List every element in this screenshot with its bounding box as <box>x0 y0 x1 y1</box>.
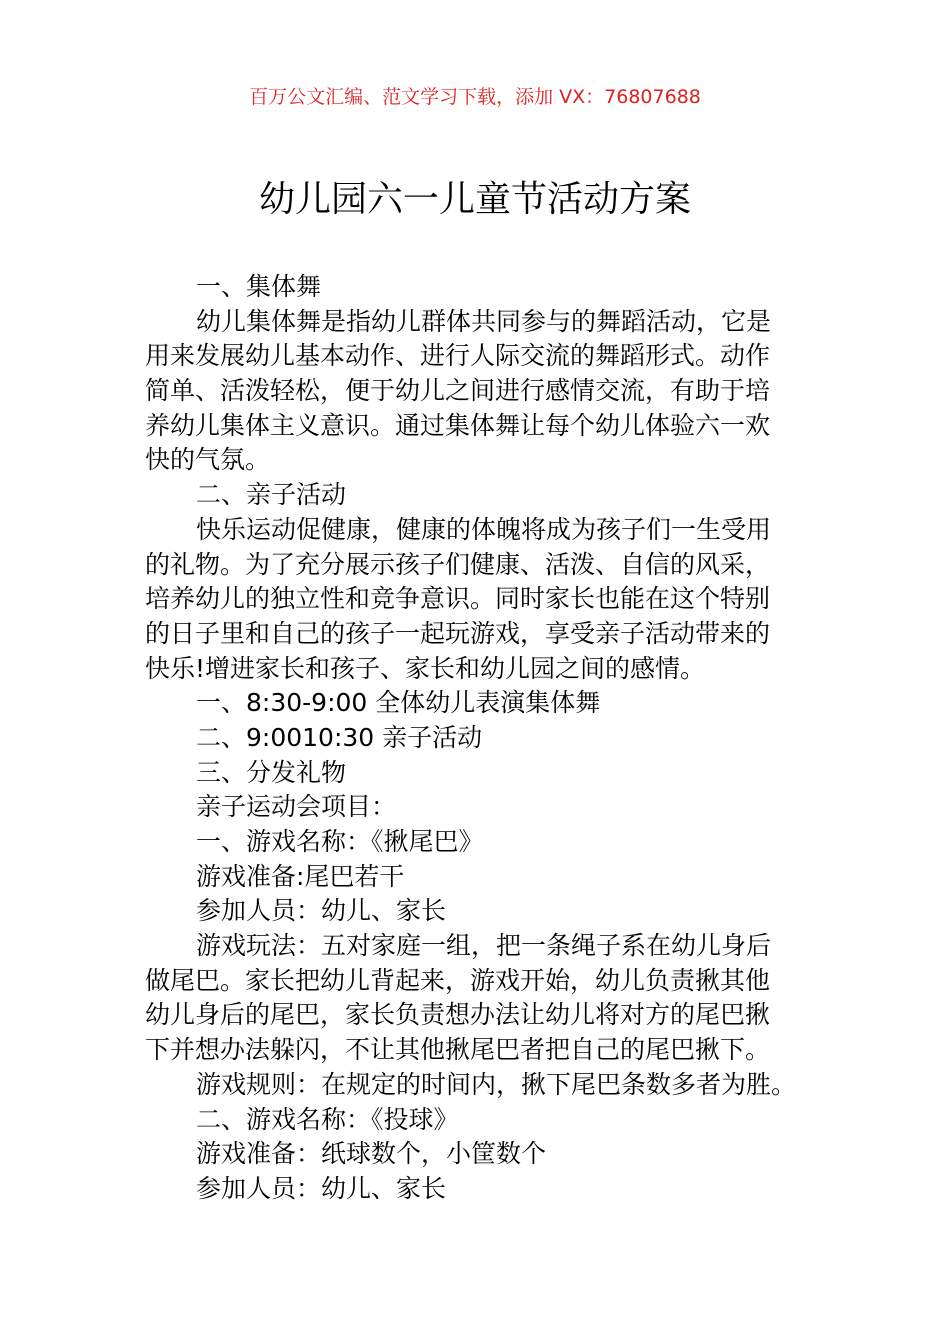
text-line: 游戏规则：在规定的时间内，揪下尾巴条数多者为胜。 <box>196 1069 797 1099</box>
text-line: 参加人员：幼儿、家长 <box>196 1173 447 1203</box>
text-line: 一、8:30-9:00 全体幼儿表演集体舞 <box>196 688 601 718</box>
text-line: 游戏玩法：五对家庭一组，把一条绳子系在幼儿身后 <box>196 931 772 961</box>
text-line: 简单、活泼轻松，便于幼儿之间进行感情交流，有助于培 <box>145 376 771 406</box>
text-line: 亲子运动会项目： <box>196 792 397 822</box>
text-line: 下并想办法躲闪，不让其他揪尾巴者把自己的尾巴揪下。 <box>145 1035 771 1065</box>
text-line: 做尾巴。家长把幼儿背起来，游戏开始，幼儿负责揪其他 <box>145 965 771 995</box>
text-line: 用来发展幼儿基本动作、进行人际交流的舞蹈形式。动作 <box>145 341 771 371</box>
text-line: 的日子里和自己的孩子一起玩游戏，享受亲子活动带来的 <box>145 618 771 648</box>
text-line: 的礼物。为了充分展示孩子们健康、活泼、自信的风采， <box>145 549 771 579</box>
text-line: 二、游戏名称：《投球》 <box>196 1104 459 1134</box>
text-line: 培养幼儿的独立性和竞争意识。同时家长也能在这个特别 <box>145 584 771 614</box>
text-line: 养幼儿集体主义意识。通过集体舞让每个幼儿体验六一欢 <box>145 410 771 440</box>
text-line: 一、游戏名称：《揪尾巴》 <box>196 827 484 856</box>
text-line: 二、亲子活动 <box>196 480 347 510</box>
text-line: 快乐!增进家长和孩子、家长和幼儿园之间的感情。 <box>145 653 706 683</box>
document-body <box>145 270 810 1207</box>
document-title: 幼儿园六一儿童节活动方案 <box>258 179 691 220</box>
text-line: 三、分发礼物 <box>196 757 347 787</box>
text-line: 快乐运动促健康，健康的体魄将成为孩子们一生受用 <box>196 514 772 544</box>
text-line: 二、9:0010:30 亲子活动 <box>196 722 483 752</box>
text-line: 幼儿集体舞是指幼儿群体共同参与的舞蹈活动，它是 <box>196 306 772 336</box>
text-line: 幼儿身后的尾巴，家长负责想办法让幼儿将对方的尾巴揪 <box>145 1000 771 1030</box>
text-line: 游戏准备:尾巴若干 <box>196 861 405 891</box>
text-line: 一、集体舞 <box>196 272 322 301</box>
text-line: 参加人员：幼儿、家长 <box>196 896 447 926</box>
text-line: 游戏准备：纸球数个，小筐数个 <box>196 1139 547 1169</box>
watermark-header: 百万公文汇编、范文学习下载，添加 VX：76807688 <box>249 86 701 108</box>
text-line: 快的气氛。 <box>145 445 271 475</box>
